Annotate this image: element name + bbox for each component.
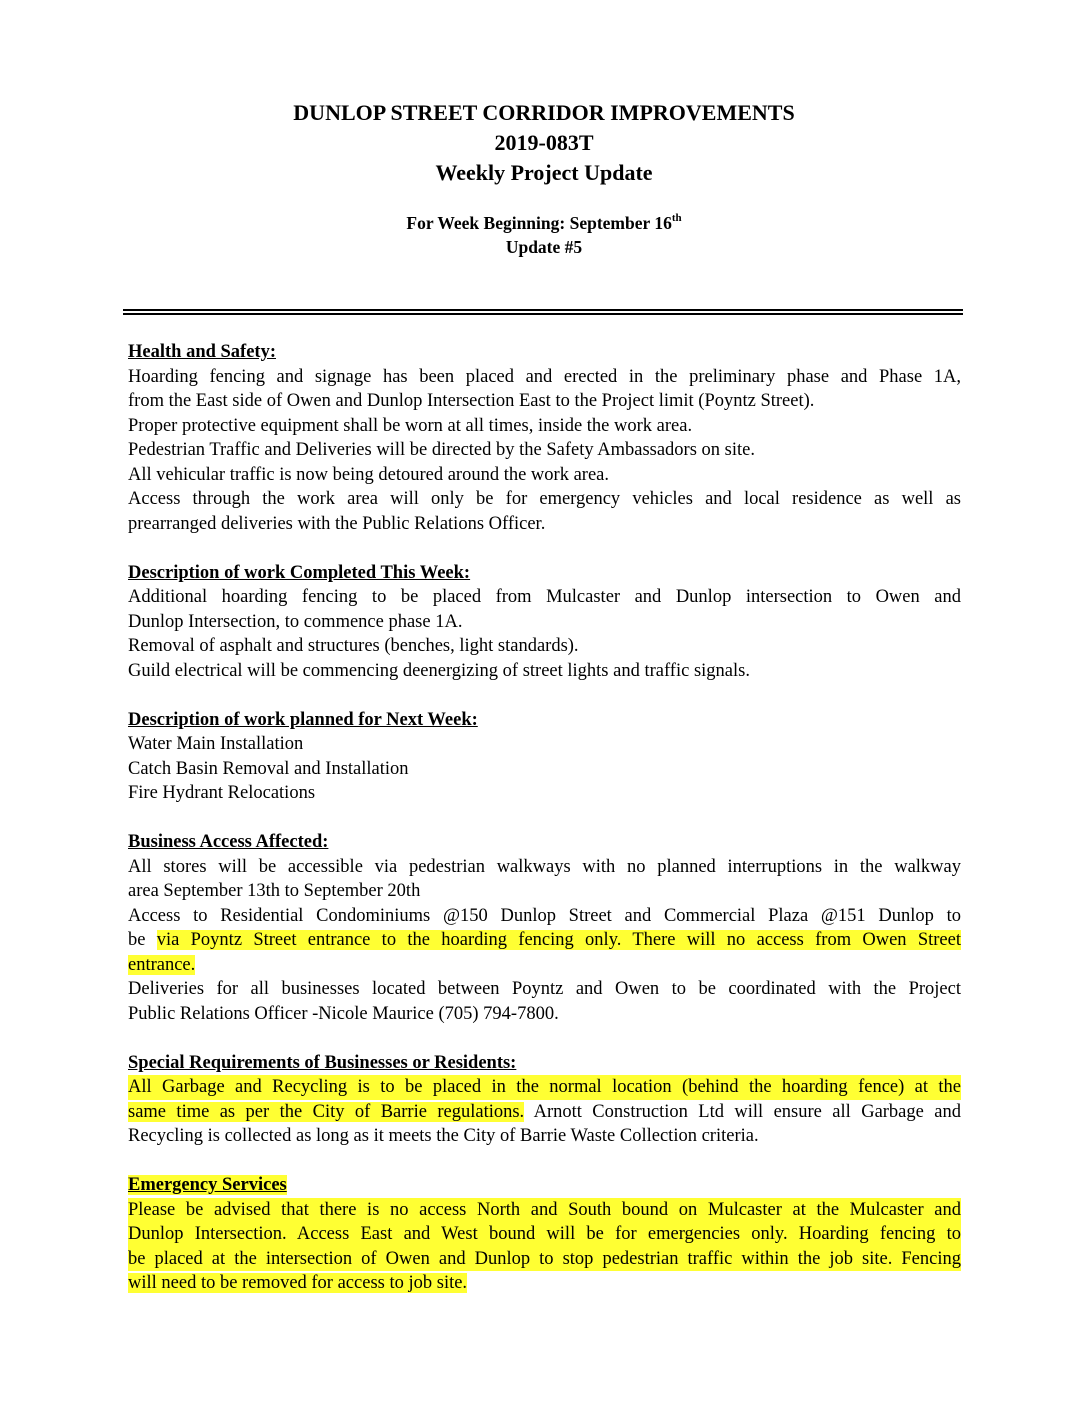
week-beginning <box>0 211 1088 235</box>
week-label: For Week Beginning: September 16 <box>406 213 672 233</box>
paragraph-line: Public Relations Officer -Nicole Maurice (705) 794-7800. <box>128 1003 559 1024</box>
section-planned-work <box>128 708 961 806</box>
paragraph-line <box>128 953 961 978</box>
highlighted-text: same time as per the City of Barrie regulations. <box>128 1101 525 1122</box>
section-heading: Description of work planned for Next Week: <box>128 709 478 730</box>
paragraph-line: Dunlop Intersection, to commence phase 1A. <box>128 611 463 632</box>
week-suffix: th <box>671 212 682 224</box>
paragraph-line: All vehicular traffic is now being detoured around the work area. <box>128 464 609 485</box>
paragraph-line <box>128 1100 961 1125</box>
paragraph-line <box>128 928 961 953</box>
paragraph-line: Hoarding fencing and signage has been placed and erected in the preliminary phase and Phase 1A, <box>128 366 961 387</box>
section-heading: Health and Safety: <box>128 342 276 362</box>
highlighted-text: Dunlop Intersection. Access East and West bound will be for emergencies only. Hoarding fencing to <box>128 1222 961 1247</box>
section-special-requirements <box>128 1051 961 1149</box>
highlighted-text: be placed at the intersection of Owen and Dunlop to stop pedestrian traffic within the job site. Fencing <box>128 1247 961 1272</box>
paragraph-line: Access through the work area will only be for emergency vehicles and local residence as well as <box>128 489 961 509</box>
paragraph-line: Access to Residential Condominiums @150 Dunlop Street and Commercial Plaza @151 Dunlop to <box>128 905 961 926</box>
paragraph-line: Additional hoarding fencing to be placed from Mulcaster and Dunlop intersection to Owen and <box>128 587 961 607</box>
highlighted-text: entrance. <box>128 954 196 975</box>
paragraph-line: All stores will be accessible via pedestrian walkways with no planned interruptions in the walkway <box>128 856 961 877</box>
paragraph-line: area September 13th to September 20th <box>128 881 421 901</box>
highlighted-text: All Garbage and Recycling is to be placed in the normal location (behind the hoarding fence) at the <box>128 1075 961 1100</box>
list-line: Fire Hydrant Relocations <box>128 783 316 803</box>
section-emergency-services <box>128 1173 961 1296</box>
highlighted-text: via Poyntz Street entrance to the hoarding fencing only. There will no access from Owen Street <box>156 930 961 950</box>
paragraph-line: Deliveries for all businesses located between Poyntz and Owen to be coordinated with the Project <box>128 979 961 999</box>
list-line: Water Main Installation <box>128 734 304 754</box>
section-heading: Business Access Affected: <box>128 832 329 852</box>
highlighted-text: will need to be removed for access to job site. <box>128 1273 468 1293</box>
title-line-1: DUNLOP STREET CORRIDOR IMPROVEMENTS <box>293 100 795 125</box>
list-line: Catch Basin Removal and Installation <box>128 758 409 779</box>
paragraph-line <box>128 1271 961 1296</box>
section-heading: Description of work Completed This Week: <box>128 562 471 583</box>
update-number: Update #5 <box>505 237 583 257</box>
paragraph-line: Recycling is collected as long as it meets the City of Barrie Waste Collection criteria. <box>128 1126 759 1146</box>
section-business-access <box>128 830 961 1026</box>
paragraph-line: prearranged deliveries with the Public Relations Officer. <box>128 513 546 534</box>
week-info <box>0 211 1088 259</box>
paragraph-line: from the East side of Owen and Dunlop Intersection East to the Project limit (Poyntz Street). <box>128 391 815 411</box>
paragraph-line: Guild electrical will be commencing deenergizing of street lights and traffic signals. <box>128 660 750 681</box>
section-heading: Emergency Services <box>128 1175 287 1195</box>
section-completed-work <box>128 561 961 684</box>
section-heading-row <box>128 1173 961 1198</box>
text-run: be <box>128 930 157 950</box>
document-body <box>128 340 961 1320</box>
paragraph-line: Pedestrian Traffic and Deliveries will be directed by the Safety Ambassadors on site. <box>128 440 755 460</box>
title-line-3: Weekly Project Update <box>435 160 653 185</box>
highlighted-text: Please be advised that there is no access North and South bound on Mulcaster at the Mulcaster and <box>128 1198 961 1223</box>
double-rule-divider <box>123 309 963 315</box>
section-health-safety <box>128 340 961 536</box>
paragraph-line: Proper protective equipment shall be worn at all times, inside the work area. <box>128 415 693 436</box>
paragraph-line: Removal of asphalt and structures (benches, light standards). <box>128 636 579 656</box>
document-title <box>0 98 1088 188</box>
section-heading: Special Requirements of Businesses or Residents: <box>128 1052 517 1073</box>
title-line-2: 2019-083T <box>494 130 594 155</box>
text-run: Arnott Construction Ltd will ensure all Garbage and <box>524 1101 961 1122</box>
